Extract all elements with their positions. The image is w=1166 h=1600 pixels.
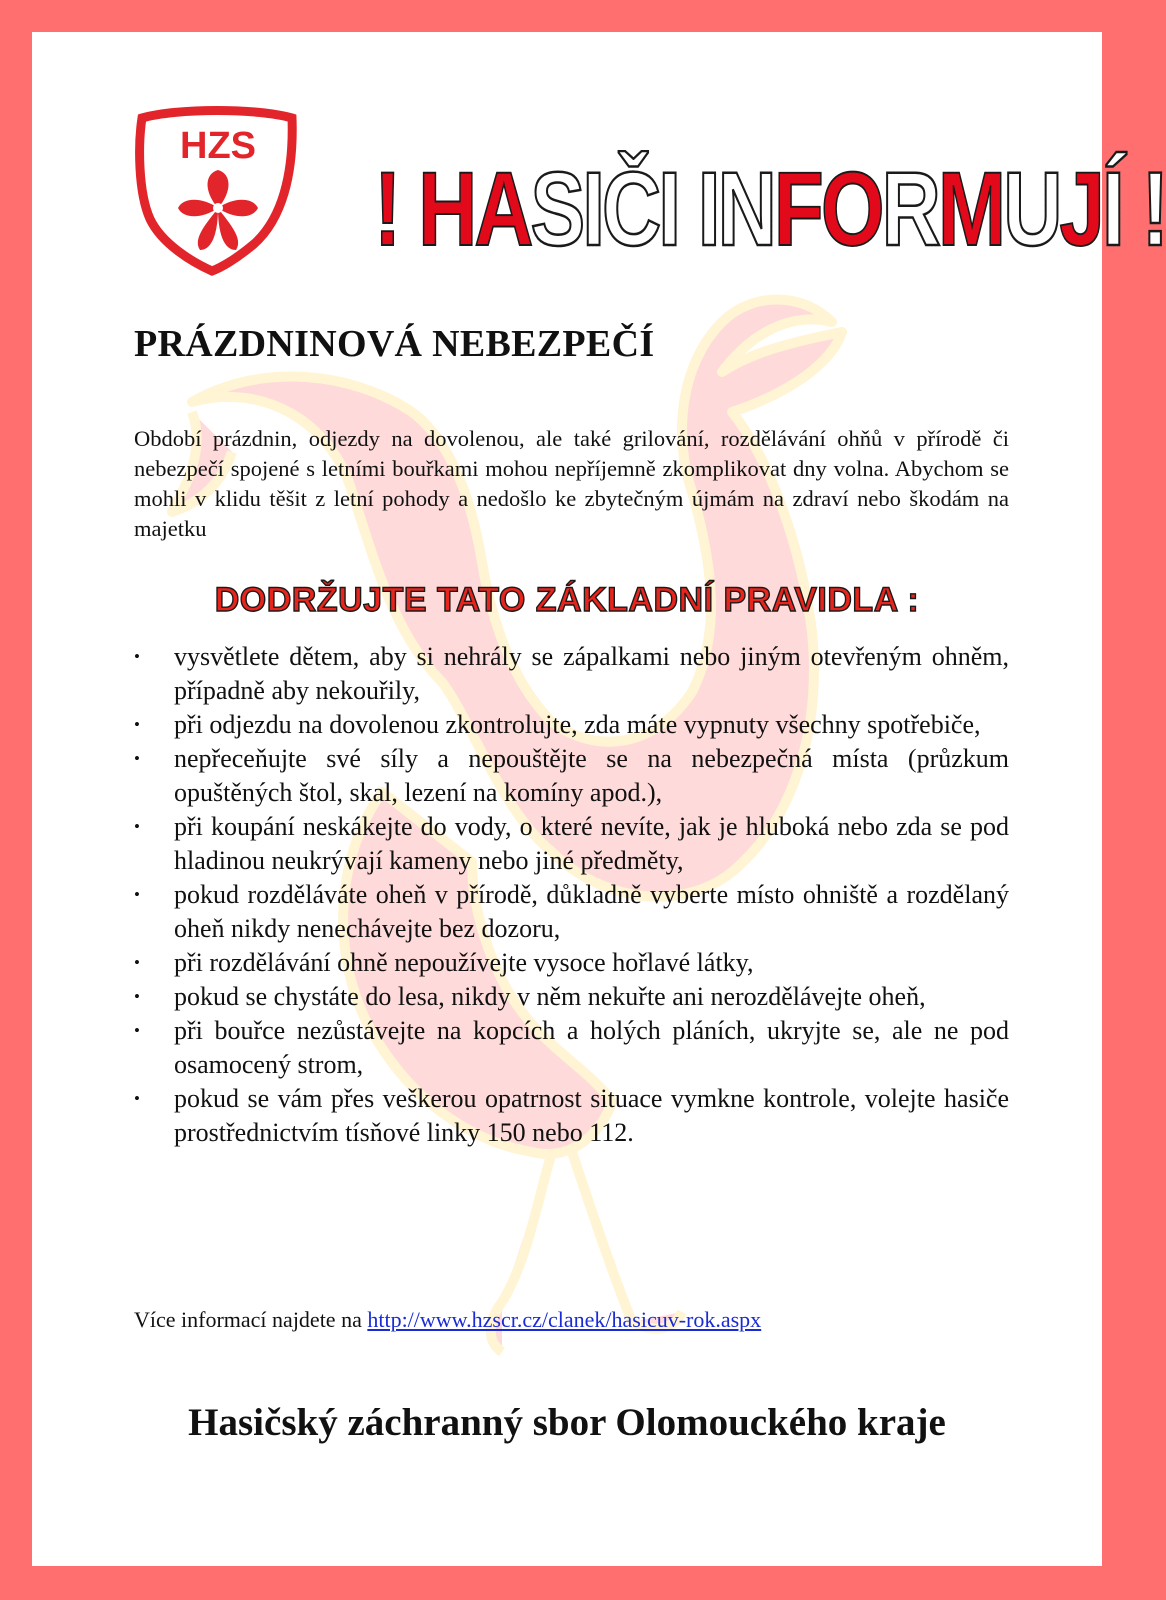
headline-part: U <box>1003 151 1060 268</box>
rule-item: • při koupání neskákejte do vody, o které nevíte, jak je hluboká nebo zda se pod hladinou neukrývají kameny nebo jiné předměty, <box>134 810 1009 878</box>
headline-part: R <box>881 151 938 268</box>
rule-item: • pokud rozděláváte oheň v přírodě, důkladně vyberte místo ohniště a rozdělaný oheň nikdy nenechávejte bez dozoru, <box>134 878 1009 946</box>
more-info-link[interactable]: http://www.hzscr.cz/clanek/hasicuv-rok.aspx <box>367 1307 762 1332</box>
poster-sheet <box>32 32 1166 1566</box>
hzs-shield-logo <box>132 104 304 274</box>
signature-organization: Hasičský záchranný sbor Olomouckého kraje <box>188 1401 946 1444</box>
rule-item: • vysvětlete dětem, aby si nehrály se zápalkami nebo jiným otevřeným ohněm, případně aby nekouřily, <box>134 640 1009 708</box>
more-info-label: Více informací najdete na <box>134 1307 368 1332</box>
rule-item: • při bouřce nezůstávejte na kopcích a holých pláních, ukryjte se, ale ne pod osamocený strom, <box>134 1014 1009 1082</box>
rule-item: • pokud se chystáte do lesa, nikdy v něm nekuřte ani nerozdělávejte oheň, <box>134 980 1009 1014</box>
rule-item: • nepřeceňujte své síly a nepouštějte se na nebezpečná místa (průzkum opuštěných štol, skal, lezení na komíny apod.), <box>134 742 1009 810</box>
intro-paragraph: Období prázdnin, odjezdy na dovolenou, ale také grilování, rozdělávání ohňů v přírodě či nebezpečí spojené s letními bouřkami mohou nepříjemně zkomplikovat dny volna. Abychom se mohli v klidu těšit z letní pohody a nedošlo ke zbytečným újmám na zdraví nebo škodám na majetku <box>134 426 1009 541</box>
headline-part: SIČI IN <box>530 151 774 268</box>
rules-list <box>134 640 1009 1150</box>
rule-item: • při odjezdu na dovolenou zkontrolujte, zda máte vypnuty všechny spotřebiče, <box>134 708 1009 742</box>
headline-hasici-informuji <box>374 140 1166 281</box>
rule-item: • pokud se vám přes veškerou opatrnost situace vymkne kontrole, volejte hasiče prostřednictvím tísňové linky 150 nebo 112. <box>134 1082 1009 1150</box>
headline-part: M <box>937 151 1004 268</box>
page-title: PRÁZDNINOVÁ NEBEZPEČÍ <box>134 323 655 365</box>
headline-part: ! HA <box>374 151 531 268</box>
rule-item: • při rozdělávání ohně nepoužívejte vysoce hořlavé látky, <box>134 946 1009 980</box>
hzs-logo-text: HZS <box>180 125 256 167</box>
headline-part: J <box>1059 151 1103 268</box>
headline-part: FO <box>773 151 882 268</box>
headline-part: Í ! <box>1102 151 1166 268</box>
rules-heading: DODRŽUJTE TATO ZÁKLADNÍ PRAVIDLA : <box>214 581 920 619</box>
more-info-line <box>134 1305 761 1335</box>
